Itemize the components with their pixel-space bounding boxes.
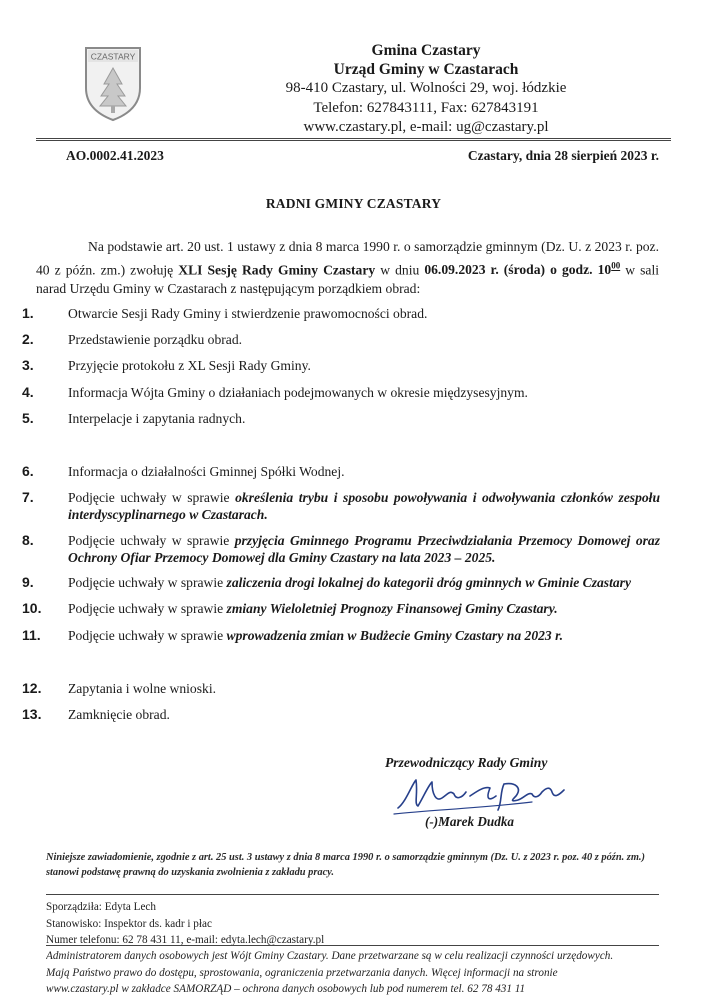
date-line: Czastary, dnia 28 sierpień 2023 r. xyxy=(467,148,659,163)
agenda-item-subject: zmiany Wieloletniej Prognozy Finansowej Gminy Czastary. xyxy=(226,601,558,616)
agenda-item-text xyxy=(68,331,660,348)
agenda-item-plain: Podjęcie uchwały w sprawie xyxy=(68,490,236,505)
agenda-item-text xyxy=(68,463,660,480)
prepared-by: Sporządziła: Edyta Lech xyxy=(46,901,156,913)
intro-text-2: w dniu xyxy=(375,262,425,278)
agenda-item-number: 9. xyxy=(22,574,34,590)
agenda-item-plain: Otwarcie Sesji Rady Gminy i stwierdzenie prawomocności obrad. xyxy=(68,306,428,321)
intro-session: XLI Sesję Rady Gminy Czastary xyxy=(178,262,376,278)
signatory-name: (-)Marek Dudka xyxy=(425,814,515,829)
letterhead-office: Urząd Gminy w Czastarach xyxy=(333,61,519,78)
agenda-item-plain: Podjęcie uchwały w sprawie xyxy=(68,533,235,548)
agenda-item-plain: Informacja o działalności Gminnej Spółki Wodnej. xyxy=(68,464,345,479)
agenda-item-plain: Przedstawienie porządku obrad. xyxy=(68,332,243,347)
agenda-item-plain: Zapytania i wolne wnioski. xyxy=(68,681,216,696)
letterhead-address: 98-410 Czastary, ul. Wolności 29, woj. łódzkie xyxy=(285,80,567,96)
handwritten-signature xyxy=(392,772,572,818)
agenda-item-number: 4. xyxy=(22,384,34,400)
crest-label: CZASTARY xyxy=(90,51,136,62)
divider xyxy=(46,894,659,895)
agenda-item-subject: przyjęcia Gminnego Programu Przeciwdziałania Przemocy Domowej oraz Ochrony Ofiar Przemocy Domowej dla Gminy Czastary na lata 2023 – 2025. xyxy=(68,533,660,565)
intro-datetime xyxy=(424,262,620,277)
agenda-item-text xyxy=(68,600,660,617)
gdpr-line-2: Mają Państwo prawo do dostępu, sprostowania, ograniczenia przetwarzania danych. Więcej informacji na stronie xyxy=(46,966,558,979)
agenda-item-plain: Podjęcie uchwały w sprawie xyxy=(68,575,227,590)
prepared-position: Stanowisko: Inspektor ds. kadr i płac xyxy=(46,917,212,930)
agenda-item-text xyxy=(68,357,660,374)
agenda-item-plain: Interpelacje i zapytania radnych. xyxy=(68,411,246,426)
agenda-item-number: 12. xyxy=(22,680,42,696)
intro-datetime-minutes: 00 xyxy=(611,260,621,271)
agenda-item-plain: Podjęcie uchwały w sprawie xyxy=(68,628,227,643)
agenda-item-plain: Podjęcie uchwały w sprawie xyxy=(68,601,227,616)
letterhead xyxy=(210,41,642,138)
agenda-item-number: 11. xyxy=(22,627,41,643)
intro-text-3: w sali narad Urzędu Gminy w Czastarach z następującym porządkiem obrad: xyxy=(36,262,659,296)
agenda-item-text xyxy=(68,489,660,523)
letterhead-web: www.czastary.pl, e-mail: ug@czastary.pl xyxy=(303,119,549,135)
agenda-item-text xyxy=(68,574,660,591)
agenda-item-number: 1. xyxy=(22,305,34,321)
legal-notice: Niniejsze zawiadomienie, zgodnie z art. 25 ust. 3 ustawy z dnia 8 marca 1990 r. o samorządzie gminnym (Dz. U. z 2023 r. poz. 40 z późn. zm.) stanowi podstawę prawną do uzyskania zwolnienia z zakładu pracy. xyxy=(46,852,645,878)
reference-number: AO.0002.41.2023 xyxy=(66,148,164,163)
agenda-item-text xyxy=(68,706,660,723)
gdpr-footer xyxy=(46,948,659,998)
coat-of-arms-icon xyxy=(82,44,144,122)
agenda-item-number: 2. xyxy=(22,331,34,347)
intro-datetime-text: 06.09.2023 r. (środa) o godz. 10 xyxy=(424,262,612,278)
agenda-item-text xyxy=(68,627,660,644)
prepared-contact: Numer telefonu: 62 78 431 11, e-mail: edyta.lech@czastary.pl xyxy=(46,934,325,946)
intro-paragraph xyxy=(36,238,659,298)
agenda-item-number: 6. xyxy=(22,463,34,479)
agenda-item-text xyxy=(68,305,660,322)
agenda-item-plain: Przyjęcie protokołu z XL Sesji Rady Gminy. xyxy=(68,358,311,373)
prepared-by-block xyxy=(46,899,324,949)
agenda-item-text xyxy=(68,410,660,427)
agenda-item-number: 10. xyxy=(22,600,42,616)
agenda-item-plain: Zamknięcie obrad. xyxy=(68,707,170,722)
agenda-item-text xyxy=(68,680,660,697)
agenda-item-text xyxy=(68,384,660,401)
agenda-item-number: 13. xyxy=(22,706,42,722)
gdpr-line-1: Administratorem danych osobowych jest Wójt Gminy Czastary. Dane przetwarzane są w celu realizacji czynności urzędowych. xyxy=(46,950,614,962)
agenda-item-subject: wprowadzenia zmian w Budżecie Gminy Czastary na 2023 r. xyxy=(226,628,564,643)
intro-text-1: Na podstawie art. 20 ust. 1 ustawy z dnia 8 marca 1990 r. o samorządzie gminnym (Dz. U. z 2023 r. poz. 40 z późn. zm.) zwołuję xyxy=(36,239,659,278)
header-divider xyxy=(36,138,671,141)
agenda-item-number: 3. xyxy=(22,357,34,373)
agenda-item-number: 5. xyxy=(22,410,34,426)
agenda-item-text xyxy=(68,532,660,566)
letterhead-municipality: Gmina Czastary xyxy=(371,42,481,59)
agenda-item-number: 8. xyxy=(22,532,34,548)
agenda-item-subject: określenia trybu i sposobu powoływania i odwoływania członków zespołu interdyscyplinarnego w Czastarach. xyxy=(68,490,661,522)
agenda-item-subject: zaliczenia drogi lokalnej do kategorii dróg gminnych w Gminie Czastary xyxy=(226,575,631,590)
addressee: RADNI GMINY CZASTARY xyxy=(265,196,442,211)
gdpr-line-3: www.czastary.pl w zakładce SAMORZĄD – ochrona danych osobowych lub pod numerem tel. 62 78 431 11 xyxy=(46,983,526,995)
letterhead-phone: Telefon: 627843111, Fax: 627843191 xyxy=(313,99,539,116)
agenda-item-number: 7. xyxy=(22,489,34,505)
signatory-title: Przewodniczący Rady Gminy xyxy=(385,755,548,770)
agenda-item-plain: Informacja Wójta Gminy o działaniach podejmowanych w okresie międzysesyjnym. xyxy=(68,385,528,400)
divider xyxy=(46,945,659,946)
